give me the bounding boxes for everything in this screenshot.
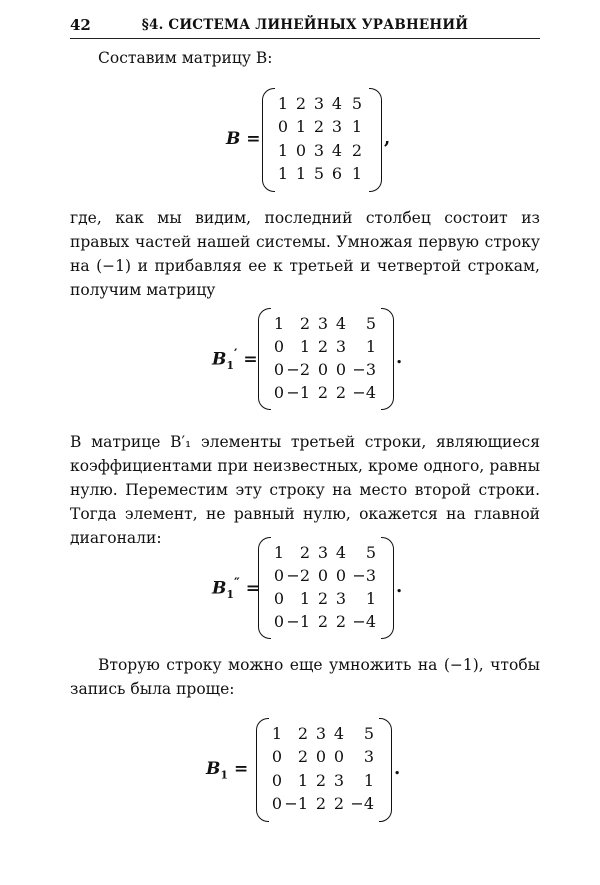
paragraph-explanation-1: где, как мы видим, последний столбец состоит из правых частей нашей системы. Умножая первую строку на (−1) и прибавляя ее к третьей и четвертой строкам, получим матрицу <box>70 209 540 300</box>
trailing-punctuation: . <box>396 576 403 597</box>
matrix-cell: 1 <box>271 723 282 743</box>
trailing-punctuation: . <box>394 758 401 779</box>
matrix-cell: 3 <box>331 117 342 137</box>
matrix-cell: 1 <box>277 164 288 184</box>
matrix-cell: 2 <box>317 588 328 608</box>
matrix-cell: 3 <box>317 542 328 562</box>
matrix-body <box>256 718 392 820</box>
equals-sign: = <box>240 129 261 149</box>
matrix-subscript: 1 <box>226 588 235 602</box>
matrix-cell: 1 <box>273 313 284 333</box>
matrix-label <box>212 574 260 603</box>
matrix-cell: 1 <box>299 588 310 608</box>
paragraph-explanation-2: В матрице B′₁ элементы третьей строки, являющиеся коэффициентами при неизвестных, кроме одного, равны нулю. Переместим эту строку на место второй строки. Тогда элемент, не равный нулю, окажется на главной диагонали: <box>70 433 540 548</box>
matrix-cell: 3 <box>313 93 324 113</box>
equals-sign: = <box>237 349 258 370</box>
page-header <box>70 14 540 39</box>
matrix-cell: 5 <box>363 723 374 743</box>
matrix-prime: ″ <box>234 576 240 591</box>
running-title: §4. СИСТЕМА ЛИНЕЙНЫХ УРАВНЕНИЙ <box>141 17 469 33</box>
right-parenthesis <box>381 537 394 639</box>
matrix-cell: 2 <box>297 723 308 743</box>
matrix-cell: −1 <box>286 382 310 402</box>
trailing-punctuation: , <box>384 128 391 149</box>
matrix-cell: 2 <box>313 117 324 137</box>
matrix-cell: 0 <box>335 565 346 585</box>
matrix-cell: −1 <box>284 794 308 814</box>
matrix-subscript: 1 <box>226 359 235 373</box>
matrix-cell: 2 <box>299 313 310 333</box>
matrix-cell: 0 <box>271 794 282 814</box>
matrix-cell: 0 <box>315 747 326 767</box>
matrix-cell: 5 <box>365 542 376 562</box>
right-parenthesis <box>369 88 382 192</box>
matrix-name: B <box>226 129 241 149</box>
matrix-cell: 0 <box>335 359 346 379</box>
matrix-cell: 1 <box>277 140 288 160</box>
trailing-punctuation: . <box>396 347 403 368</box>
matrix-body <box>258 537 394 637</box>
matrix-B1-double-prime-equation <box>212 537 407 637</box>
matrix-cell: −2 <box>286 359 310 379</box>
paragraph-intro: Составим матрицу B: <box>98 49 273 67</box>
matrix-cell: 0 <box>271 770 282 790</box>
matrix-cell: 0 <box>295 140 306 160</box>
matrix-cell: 0 <box>317 565 328 585</box>
matrix-cell: 5 <box>351 93 362 113</box>
matrix-subscript: 1 <box>220 768 229 782</box>
matrix-cell: −2 <box>286 565 310 585</box>
matrix-cell: 0 <box>273 588 284 608</box>
matrix-label <box>206 756 248 783</box>
matrix-cell: 0 <box>271 747 282 767</box>
matrix-B1-prime-equation <box>212 308 407 408</box>
matrix-cell: −4 <box>352 611 376 631</box>
matrix-name: B <box>206 759 221 779</box>
matrix-cell: 2 <box>295 93 306 113</box>
matrix-B-equation <box>226 88 406 190</box>
matrix-cell: 1 <box>297 770 308 790</box>
matrix-cell: 3 <box>335 588 346 608</box>
matrix-cell: 0 <box>273 565 284 585</box>
matrix-cell: 1 <box>363 770 374 790</box>
matrix-cell: 2 <box>335 382 346 402</box>
matrix-cell: 4 <box>333 723 344 743</box>
matrix-cell: 1 <box>365 336 376 356</box>
matrix-cell: 2 <box>317 382 328 402</box>
matrix-B1-equation <box>206 718 406 820</box>
matrix-cell: 4 <box>335 313 346 333</box>
matrix-cell: −4 <box>352 382 376 402</box>
matrix-cell: −1 <box>286 611 310 631</box>
matrix-cell: 4 <box>331 140 342 160</box>
matrix-cell: 3 <box>317 313 328 333</box>
right-parenthesis <box>379 718 392 822</box>
matrix-cell: 4 <box>335 542 346 562</box>
matrix-name: B <box>212 578 227 599</box>
matrix-name: B <box>212 349 227 370</box>
matrix-cell: 1 <box>351 117 362 137</box>
matrix-cell: 2 <box>297 747 308 767</box>
matrix-cell: 0 <box>273 336 284 356</box>
matrix-cell: 3 <box>363 747 374 767</box>
matrix-body <box>262 88 382 190</box>
matrix-cell: 3 <box>315 723 326 743</box>
matrix-cell: 0 <box>273 359 284 379</box>
matrix-cell: 0 <box>277 117 288 137</box>
matrix-cell: 1 <box>277 93 288 113</box>
matrix-cell: 2 <box>315 770 326 790</box>
matrix-label <box>226 126 261 152</box>
matrix-cell: 2 <box>317 336 328 356</box>
matrix-cell: 0 <box>273 611 284 631</box>
matrix-cell: −3 <box>352 565 376 585</box>
matrix-cell: 0 <box>273 382 284 402</box>
matrix-cell: 0 <box>333 747 344 767</box>
matrix-cell: −4 <box>350 794 374 814</box>
matrix-cell: 2 <box>317 611 328 631</box>
matrix-cell: 2 <box>351 140 362 160</box>
matrix-cell: 5 <box>313 164 324 184</box>
page-number: 42 <box>70 16 91 34</box>
equals-sign: = <box>239 578 261 599</box>
matrix-cell: 3 <box>335 336 346 356</box>
matrix-cell: −3 <box>352 359 376 379</box>
matrix-label <box>212 345 258 374</box>
paragraph-explanation-3: Вторую строку можно еще умножить на (−1), чтобы запись была проще: <box>70 656 540 699</box>
matrix-cell: 1 <box>295 117 306 137</box>
matrix-cell: 1 <box>273 542 284 562</box>
matrix-cell: 3 <box>313 140 324 160</box>
matrix-cell: 2 <box>335 611 346 631</box>
matrix-cell: 1 <box>295 164 306 184</box>
matrix-cell: 1 <box>299 336 310 356</box>
right-parenthesis <box>381 308 394 410</box>
matrix-cell: 1 <box>365 588 376 608</box>
matrix-prime: ′ <box>234 347 238 362</box>
matrix-body <box>258 308 394 408</box>
matrix-cell: 4 <box>331 93 342 113</box>
matrix-cell: 6 <box>331 164 342 184</box>
matrix-cell: 2 <box>315 794 326 814</box>
matrix-cell: 2 <box>333 794 344 814</box>
matrix-cell: 2 <box>299 542 310 562</box>
matrix-cell: 0 <box>317 359 328 379</box>
equals-sign: = <box>228 759 249 779</box>
matrix-cell: 1 <box>351 164 362 184</box>
matrix-cell: 5 <box>365 313 376 333</box>
matrix-cell: 3 <box>333 770 344 790</box>
